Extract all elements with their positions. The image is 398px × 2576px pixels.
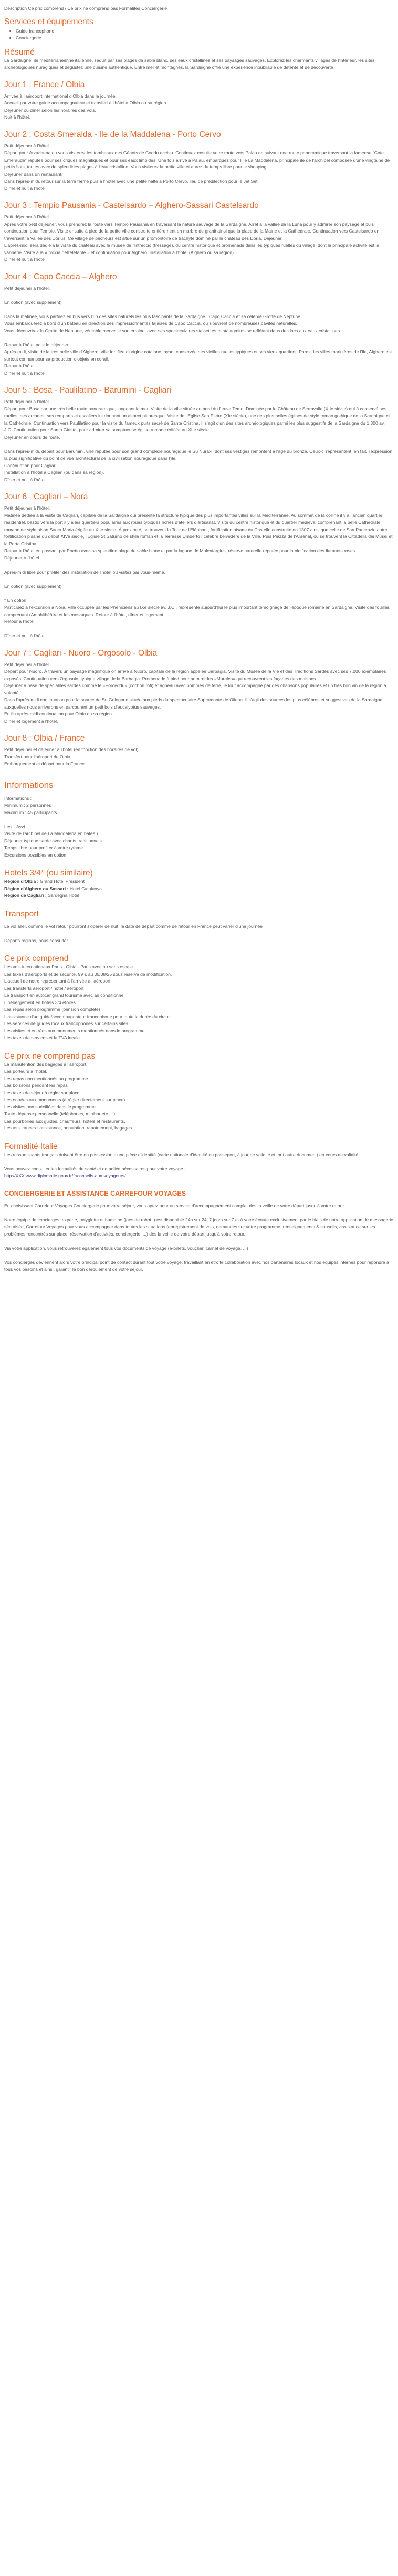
hotels-title: Hotels 3/4* (ou similaire): [4, 869, 93, 878]
conciergerie-title: CONCIERGERIE ET ASSISTANCE CARREFOUR VOYAGES: [4, 1189, 186, 1197]
spacer: [4, 306, 394, 313]
text-line: Notre équipe de concierges, experte, polyglotte et humaine (joes de robot !) est disponible 24h sur 24, 7 jours sur 7 et à votre écoute exclusivement par le biais de notre application de messagerie sécurisée, Carrefour Voyages pour vous accompagner dans toutes les situations (enregistrement de vols, demandes sur votre programme, renseignements & conseils, assistance sur les problèmes rencontrés sur place, réservation d'activités, conciergerie, ...) dès la veille de votre départ jusqu'à votre retour.: [4, 1217, 393, 1237]
text-line: Les entrées aux monuments (à régler directement sur place).: [4, 1097, 127, 1102]
day-paragraph: Petit déjeuner à l'hôtel.: [4, 399, 50, 404]
resume-text: La Sardaigne, île méditerranéenne italienne, séduit par ses plages de sable blanc, ses eaux cristallines et ses paysages sauvages. Explorez les charmants villages de l'intérieur, les sites archéologiques nuragiques et dégustez une cuisine authentique. Entre mer et montagnes, la Sardaigne offre une expérience inoubliable de détente et de découverte: [4, 57, 375, 70]
day-title: Jour 6 : Cagliari – Nora: [4, 492, 88, 501]
text-line: Les repas selon programme (pension complète): [4, 1007, 100, 1012]
day-paragraph: Installation à l'hôtel à Cagliari (ou dans sa région).: [4, 470, 104, 475]
text-line: Les boissons pendant les repas: [4, 1083, 68, 1088]
day-title: Jour 3 : Tempio Pausania - Castelsardo – Alghero-Sassari Castelsardo: [4, 201, 259, 210]
spacer: [4, 590, 394, 597]
description-line: Description Ce prix comprend / Ce prix ne comprend pas Formalités Conciergerie: [4, 6, 167, 11]
day-paragraph: Retour à l'hôtel.: [4, 363, 36, 368]
text-line: Les assurances : assistance, annulation, rapatriement, bagages: [4, 1125, 132, 1131]
conciergerie-block: [4, 1202, 394, 1273]
day-paragraph: Départ pour Nuoro. À travers un paysage magnifique on arrive à Nuoro, capitale de la région appelée Barbagia. Visite du Musée de la Vie et des Traditions Sardes avec ses 7.000 exemplaires exposés. Continuation vers Orgosolo, typique village de la Barbagia. Promenade à pied pour admirer les «Murales» qui recouvrent les façades des maisons.: [4, 669, 386, 681]
prix-comprend-title: Ce prix comprend: [4, 954, 69, 963]
text-line: Visite de l'archipel de La Maddalena en bateau: [4, 831, 98, 836]
day-title: Jour 7 : Cagliari - Nuoro - Orgosolo - Olbia: [4, 648, 158, 658]
prix-ne-comprend-title: Ce prix ne comprend pas: [4, 1051, 96, 1061]
spacer: [4, 562, 394, 569]
text-line: En choisissant Carrefour Voyages Conciergerie pour votre séjour, vous optez pour un service d'accompagnement complet dès la veille de votre départ jusqu'à votre retour.: [4, 1202, 345, 1208]
spacer: [4, 816, 394, 824]
prix-ne-comprend-block: [4, 1061, 394, 1132]
text-line: Toute dépense personnelle (téléphones, minibar etc.…).: [4, 1111, 117, 1116]
text-line: Excursions possibles en option: [4, 852, 66, 858]
day-paragraph: L'après-midi sera dédié à la visite du château avec le musée de l'Intreccio (tressage), du centre historique et promenade dans les typiques ruelles du village, dont la principale activité est la vannerie. Visite à la « roccia dell'elefante » et continuation pour Alghero. Installation à l'hôtel (Alghero ou sa région).: [4, 242, 380, 255]
text-line: Vous pouvez consulter les formalités de santé et de police nécessaires pour votre voyage :: [4, 1166, 186, 1171]
formalite-block: [4, 1152, 394, 1180]
day-paragraph: Petit déjeuner et déjeuner à l'hôtel (en fonction des horaires de vol).: [4, 747, 140, 752]
text-line: Les visites et entrées aux monuments mentionnés dans le programme.: [4, 1028, 146, 1033]
day-paragraph: Dans l'après-midi continuation pour la source de Su Gologone située aux pieds du spectaculaire Supramonte de Oliena. Il s'agit des sources les plus célèbres et suggestives de la Sardaigne auxquelles nous arriverons en parcourant un petit bois d'eucalyptus sauvages.: [4, 697, 383, 710]
spacer: [4, 334, 394, 342]
link[interactable]: http://XXX.www.diplomatie.gouv.fr/fr/conseils-aux-voyageurs/: [4, 1173, 126, 1178]
resume-title: Résumé: [4, 47, 35, 57]
day-paragraph: Dîner et nuit à l'hôtel.: [4, 633, 47, 638]
text-line: Minimum : 2 personnes: [4, 803, 51, 808]
day-title: Jour 5 : Bosa - Paulilatino - Barumini - Cagliari: [4, 386, 171, 395]
hotel-region: Région de Cagliari :: [4, 893, 47, 898]
text-line: Les taxes de séjour à régler sur place: [4, 1090, 80, 1095]
day-paragraph: Dîner et nuit à l'hôtel.: [4, 370, 47, 376]
spacer: [4, 1158, 394, 1166]
spacer: [4, 1252, 394, 1259]
hotel-name: Sardegna Hotel: [48, 893, 79, 898]
day-paragraph: Participez à l'excursion à Nora. Ville occupée par les Phéniciens au IXe siècle av. J.C., représente aujourd'hui le plus important témoignage de l'époque romaine en Sardaigne. Visite des fouilles comprenant (Amphithéâtre et les mosaïques. Retour à l'hôtel, dîner et logement.: [4, 605, 390, 617]
day-paragraph: Petit déjeuner à l'hôtel.: [4, 661, 50, 667]
hotel-name: Grand Hotel President: [39, 879, 85, 884]
day-paragraph: Retour à l'hôtel.: [4, 619, 36, 624]
day-paragraph: Petit déjeuner à l'hôtel.: [4, 505, 50, 511]
text-line: Les + Ayvi: [4, 824, 25, 829]
day-title: Jour 8 : Olbia / France: [4, 734, 85, 743]
hotel-row: [4, 885, 394, 893]
day-paragraph: * En option :: [4, 597, 29, 603]
day-paragraph: En option (avec supplément): [4, 299, 62, 305]
text-line: Les pourboires aux guides, chauffeurs, hôtels et restaurants.: [4, 1118, 125, 1124]
page: [0, 0, 398, 1273]
spacer: [4, 576, 394, 583]
day-paragraph: Déjeuner dans un restaurant.: [4, 171, 63, 177]
day-paragraph: Accueil par votre guide accompagnateur et transfert à l'hôtel à Olbia ou sa région.: [4, 100, 167, 105]
text-line: L'hébergement en hôtels 3/4 étoiles: [4, 999, 76, 1005]
day-title: Jour 2 : Costa Smeralda - Ile de la Maddalena - Porto Cervo: [4, 130, 221, 139]
list-item: • Conciergerie: [16, 35, 394, 42]
text-line: Le vol aller, comme le vol retour pourront s'opérer de nuit, la date de départ comme de retour en France peut varier d'une journée: [4, 923, 263, 929]
day-paragraph: Retour à l'hôtel pour le déjeuner.: [4, 342, 69, 347]
transport-title: Transport: [4, 909, 39, 919]
formalite-title: Formalité Italie: [4, 1142, 58, 1151]
itinerary: [4, 80, 394, 768]
day-paragraph: Dîner et logement à l'hôtel.: [4, 718, 58, 724]
text-line: L'assistance d'un guide/accompagnateur francophone pour toute la durée du circuit: [4, 1013, 171, 1019]
day-paragraph: Arrivée à l'aéroport international d'Olbia dans la journée.: [4, 93, 117, 99]
text-line: Les repas non mentionnés au programme: [4, 1075, 88, 1081]
day-paragraph: Petit déjeuner à l'hôtel.: [4, 285, 50, 291]
text-line: Informations :: [4, 795, 32, 801]
text-line: Départs régions, nous consulter: [4, 937, 68, 943]
hotel-region: Région d'Alghero ou Sassari :: [4, 885, 69, 891]
day-paragraph: Petit déjeuner à l'hôtel.: [4, 214, 50, 219]
text-line: L'accueil de notre représentant à l'arrivée à l'aéroport: [4, 978, 111, 984]
list-item: • Guide francophone: [16, 28, 394, 35]
day-paragraph: Après-midi libre pour profiter des installation de l'hôtel ou visitez par vous-même.: [4, 569, 165, 575]
day-paragraph: Déjeuner en cours de route.: [4, 434, 60, 440]
day-paragraph: Petit déjeuner à l'hôtel.: [4, 143, 50, 149]
day-paragraph: Départ pour Bosa par une très belle route panoramique, longeant la mer. Visite de la ville située au bord du fleuve Temo. Dominée par le Château de Serravalle (XIIe siècle) qui à conservé ses ruelles, ses arcades, ses remparts et escaliers lui donnant un aspect pittoresque. Visite de l'Eglise San Pietro (XIe siècle), une des plus belles églises de style roman gothique de la Sardaigne et la Cathédrale. Continuation vers Paulilatino pour la visite du fameux puits sacré de Santa Cristina. Il s'agit d'un des sites archéologiques parmi les plus suggestifs de la Sardaigne du 1.300 av. J.C. Continuation pour Santa Giusta, pour admirer sa somptueuse église romane édifiée au XIIe siècle.: [4, 406, 390, 432]
day-paragraph: Dans l'après-midi, départ pour Barumini, ville réputée pour son grand complexe nouragique le Su Nuraxi, dont ses vestiges remontent à l'âge du bronze. Ceux-ci représentent, en fait, l'expression la plus significative du point de vue architectural de la civilisation nouragique dans l'île.: [4, 448, 393, 461]
day-paragraph: Dîner et nuit à l'hôtel.: [4, 477, 47, 482]
day-paragraph: Déjeuner à base de spécialités sardes comme le «Porceddu» (cochon rôti) et agneau avec pommes de terre, le tout accompagné par des chansons populaires et un très bon vin de la région à volonté.: [4, 683, 386, 695]
hotel-name: Hotel Catalunya: [69, 885, 102, 891]
spacer: [4, 626, 394, 633]
spacer: [4, 1209, 394, 1217]
text-line: La manutention des bagages à l'aéroport.: [4, 1061, 88, 1067]
spacer: [4, 292, 394, 299]
spacer: [4, 930, 394, 937]
day-paragraph: Vous embarquerez à bord d'un bateau en direction des impressionnantes falaises de Capo Caccia, ou s'ouvrent de nombreuses cavités naturelles.: [4, 321, 297, 326]
day-paragraph: Nuit à l'hôtel.: [4, 114, 30, 120]
text-line: Les visites non spécifiées dans le programme.: [4, 1104, 97, 1110]
text-line: Temps libre pour profiter à votre rythme: [4, 845, 83, 850]
text-line: Via votre application, vous retrouverez également tous vos documents de voyage (e-billets, voucher, carnet de voyage, ...): [4, 1245, 248, 1251]
informations-block: [4, 795, 394, 859]
spacer: [4, 1238, 394, 1245]
hotels-block: [4, 878, 394, 900]
day-paragraph: En option (avec supplément): [4, 583, 62, 589]
day-paragraph: Dîner et nuit à l'hôtel.: [4, 185, 47, 191]
day-paragraph: Vous découvrirez la Grotte de Neptune, véritable merveille souterraine, avec ses spectaculaires stalactites et stalagmites se reflétant dans des lacs aux eaux cristallines.: [4, 328, 341, 333]
text-line: Les porteurs à l'hôtel.: [4, 1069, 47, 1074]
text-line: Les services de guides locaux francophones sur certains sites.: [4, 1021, 130, 1026]
informations-title: Informations: [4, 779, 54, 790]
day-paragraph: Après votre petit déjeuner, vous prendrez la route vers Tempio Pausania en traversant la nature sauvage de la Sardaigne. Arrêt à la vallée de la Luna pour y admirer son paysage et puis continuation pour Tempio. Visite ensuite à pied de la petite ville construite entièrement en marbre de granit ainsi que la place de la Mairie et la Cathédrale. Continuation vers Castelsardo en traversant la Vallée des Dorius. Ce village de pêcheurs est situé sur un promontoire de trachyte dominé par le château des Doria. Déjeuner.: [4, 221, 380, 241]
day-paragraph: Matinée dédiée à la visite de Cagliari, capitale de la Sardaigne qui présente la structure typique des plus importantes villes sur la Méditerranée. Au sommet de la colline il y a l'ancien quartier résidentiel, bastio vers la port il y a les quartiers populaires aux roues typiques riches d'ateliers d'artisanat. Visite du centre historique et du quartier médiéval comprenant la belle Cathédrale romane de style pisan Santa Maria érigée au XIIe siècle. À proximité, se trouvent la Tour de l'Eléphant, fortification pisane du Castello construite en 1307 ainsi que celle de San Pancrazio autre fortification pisane du début XIVe siècle, l'Église St Saturno de style roman et la Terrasse Umberto I célèbre belvédère de la Ville. Puis Piazza de l'Arsenal, où se trouvent la Cittadella dei Musei et la Porta Cristina.: [4, 512, 393, 546]
transport-block: [4, 923, 394, 945]
text-line: Les taxes de services et la TVA locale: [4, 1035, 80, 1040]
text-line: Les vols internationaux Paris - Olbia - Paris avec ou sans escale.: [4, 964, 134, 969]
day-paragraph: En fin après-midi continuation pour Olbia ou sa région.: [4, 711, 113, 716]
text-line: Vos concierges deviennent alors votre principal point de contact durant tout votre voyage, travaillant en étroite collaboration avec nos partenaires locaux et nos équipes internes pour répondre à tous vos besoins et ainsi, garantir le bon déroulement de votre séjour.: [4, 1259, 389, 1272]
day-paragraph: Transfert pour l'aéroport de Olbia.: [4, 754, 72, 759]
hotel-region: Région d'Olbia :: [4, 879, 39, 884]
hotel-row: [4, 878, 394, 885]
text-line: Le transport en autocar grand tourisme avec air conditionné: [4, 993, 124, 998]
day-paragraph: Embarquement et départ pour la France: [4, 761, 85, 766]
day-title: Jour 4 : Capo Caccia – Alghero: [4, 272, 117, 281]
day-paragraph: Dans l'après-midi, retour sur la terre ferme puis à l'hôtel avec une petite halte à Porto Cervo, lieu de prédilection pour le Jet Set.: [4, 178, 259, 184]
prix-comprend-block: [4, 964, 394, 1042]
text-line: Les taxes d'aéroports et de sécurité, 99 € au 05/08/25 sous réserve de modification.: [4, 971, 172, 977]
services-list: [4, 28, 394, 42]
day-paragraph: Continuation pour Cagliari.: [4, 462, 58, 468]
text-line: Les ressortissants français doivent être en possession d'une pièce d'identité (carte nationale d'identité ou passeport, à jour de validité et tout autre document) en cours de validité.: [4, 1152, 360, 1157]
text-line: Les transferts aéroport / hôtel / aéroport: [4, 985, 84, 991]
day-paragraph: Départ pour Arzachena ou vous visiterez les tombeaux des Géants de Coddu ecchju. Continuez ensuite votre route vers Palau en suivant une route panoramique traversant la fameuse "Cote Emeraude" réputée pour ses criques magnifiques et pour ses eaux limpides. Une fois arrivé à Palau, embarquez pour l'île La Maddalena, principale île de l'archipel composée d'une vingtaine de petits îlots, toutes avec de splendides plages à l'eau cristalline. Vous visiterez la petite ville et aurez du temps libre pour le shopping.: [4, 150, 390, 170]
day-paragraph: Dans la matinée, vous partirez en bus vers l'un des sites naturels les plus fascinants de la Sardaigne : Capo Caccia et sa célèbre Grotte de Neptune.: [4, 313, 302, 319]
services-title: Services et équipements: [4, 17, 93, 26]
spacer: [4, 441, 394, 448]
day-paragraph: Après-midi, visite de la très belle ville d'Alghero, ville fortifiée d'origine catalane, ayant conservée ses vieilles ruelles typiques et ses vieux quartiers. Parmi, les villes marinières de l'île, Alghero est surtout connue pour sa production d'objets en corail.: [4, 349, 392, 362]
text-line: Maximum : 45 participants: [4, 809, 57, 815]
day-paragraph: Déjeuner à l'hôtel.: [4, 555, 41, 561]
day-paragraph: Déjeuner ou dîner selon les horaires des vols.: [4, 107, 96, 113]
hotel-row: [4, 892, 394, 900]
day-paragraph: Dîner et nuit à l'hôtel.: [4, 257, 47, 262]
day-title: Jour 1 : France / Olbia: [4, 80, 85, 89]
text-line: Déjeuner typique sarde avec chants traditionnels: [4, 838, 102, 843]
day-paragraph: Retour à l'hôtel en passant par Poetto avec sa splendide plage de sable blanc et par la lagune de Molentargius, réserve naturelle réputée pour la nidification des flamants roses.: [4, 548, 357, 553]
